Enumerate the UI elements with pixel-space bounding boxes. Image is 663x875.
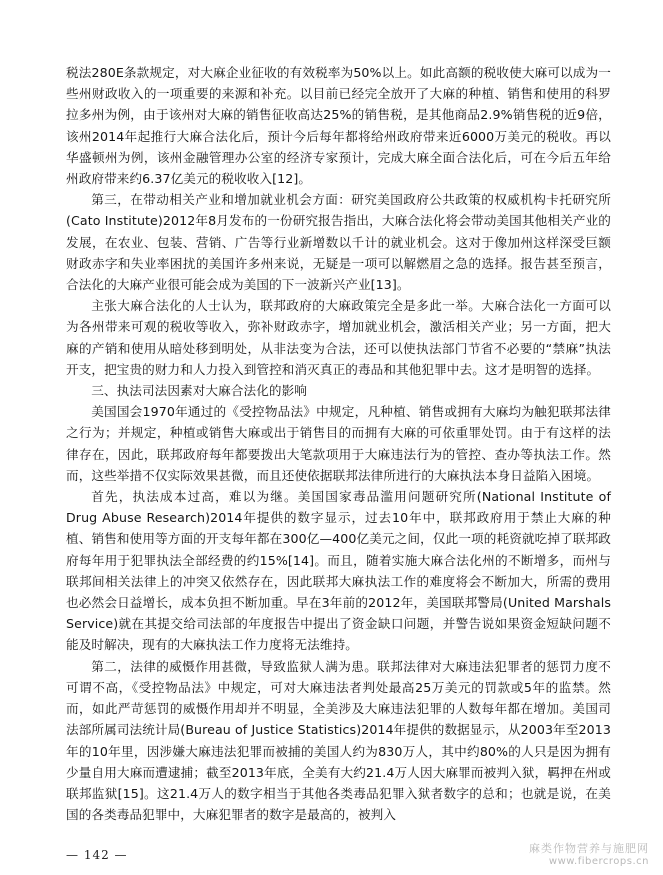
- watermark-site-name: 麻类作物营养与施肥网: [529, 842, 649, 855]
- section-heading: 三、执法司法因素对大麻合法化的影响: [91, 383, 307, 399]
- paragraph: 第二，法律的威慑作用甚微，导致监狱人满为患。联邦法律对大麻违法犯罪者的惩罚力度不可谓不高，《受控物品法》中规定，可对大麻违法者判处最高25万美元的罚款或5年的监禁。然而，如此严苛惩罚的威慑作用却并不明显，全美涉及大麻违法犯罪的人数每年都在增加。美国司法部所属司法统计局(Bureau of Justice Statistics)2014年提供的数据显示，从2003年至2013年的10年里，因涉嫌大麻违法犯罪而被捕的美国人约为830万人，其中约80%的人只是因为拥有少量自用大麻而遭逮捕；截至2013年底，全美有大约21.4万人因大麻罪而被判入狱，羁押在州或联邦监狱[15]。这21.4万人的数字相当于其他各类毒品犯罪入狱者数字的总和；也就是说，在美国的各类毒品犯罪中，大麻犯罪者的数字是最高的，被判入: [66, 658, 611, 823]
- paragraph: 主张大麻合法化的人士认为，联邦政府的大麻政策完全是多此一举。大麻合法化一方面可以为各州带来可观的税收等收入，弥补财政赤字，增加就业机会，激活相关产业；另一方面，把大麻的产销和使用从暗处移到明处，从非法变为合法，还可以使执法部门节省不必要的“禁麻”执法开支，把宝贵的财力和人力投入到管控和消灭真正的毒品和其他犯罪中去。这才是明智的选择。: [66, 298, 611, 377]
- paragraph: 税法280E条款规定，对大麻企业征收的有效税率为50%以上。如此高额的税收使大麻可以成为一些州财政收入的一项重要的来源和补充。以目前已经完全放开了大麻的种植、销售和使用的科罗拉多州为例，由于该州对大麻的销售征收高达25%的销售税，是其他商品2.9%销售税的近9倍，该州2014年起推行大麻合法化后，预计今后每年都将给州政府带来近6000万美元的税收。再以华盛顿州为例，该州金融管理办公室的经济专家预计，完成大麻全面合法化后，可在今后五年给州政府带来约6.37亿美元的税收收入[12]。: [66, 65, 611, 187]
- paragraph: 美国国会1970年通过的《受控物品法》中规定，凡种植、销售或拥有大麻均为触犯联邦法律之行为；并规定，种植或销售大麻或出于销售目的而拥有大麻的可依重罪处罚。由于有这样的法律存在，因此，联邦政府每年都要拨出大笔款项用于大麻违法行为的管控、查办等执法工作。然而，这些举措不仅实际效果甚微，而且还使依据联邦法律所进行的大麻执法本身日益陷入困境。: [66, 404, 611, 483]
- watermark: [529, 840, 649, 867]
- paragraph: 首先，执法成本过高，难以为继。美国国家毒品滥用问题研究所(National Institute of Drug Abuse Research)2014年提供的数字显示，过去10年中，联邦政府用于禁止大麻的种植、销售和使用等方面的开支每年都在300亿—400亿美元之间，仅此一项的耗资就吃掉了联邦政府每年用于犯罪执法全部经费的约15%[14]。而且，随着实施大麻合法化州的不断增多，而州与联邦间相关法律上的冲突又依然存在，因此联邦大麻执法工作的难度将会不断加大，所需的费用也必然会日益增长，成本负担不断加重。早在3年前的2012年，美国联邦警局(United Marshals Service)就在其提交给司法部的年度报告中提出了资金缺口问题，并警告说如果资金短缺问题不能及时解决，现有的大麻执法工作力度将无法维持。: [66, 489, 611, 653]
- body-text: [66, 62, 611, 825]
- paragraph: 第三，在带动相关产业和增加就业机会方面：研究美国政府公共政策的权威机构卡托研究所(Cato Institute)2012年8月发布的一份研究报告指出，大麻合法化将会带动美国其他相关产业的发展，在农业、包装、营销、广告等行业新增数以千计的就业机会。这对于像加州这样深受巨额财政赤字和失业率困扰的美国许多州来说，无疑是一项可以解燃眉之急的选择。报告甚至预言，合法化的大麻产业很可能会成为美国的下一波新兴产业[13]。: [66, 192, 611, 293]
- watermark-url: www.fibercrops.cn: [548, 856, 649, 867]
- page-number: — 142 —: [66, 848, 128, 862]
